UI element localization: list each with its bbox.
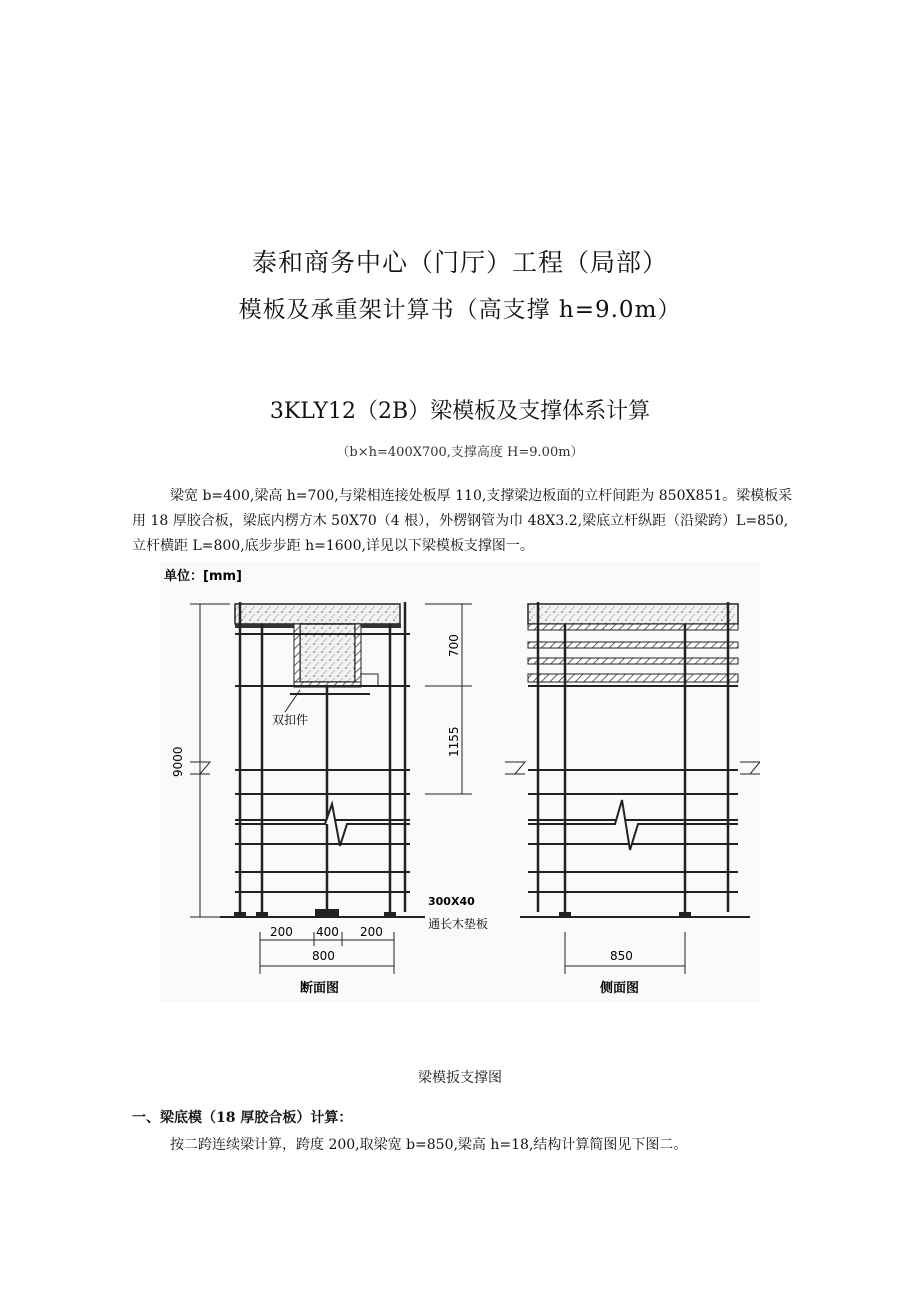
section-view-label: 断面图: [300, 981, 340, 996]
beam-pad: [315, 909, 339, 917]
dim-200-left: 200: [270, 925, 293, 939]
dim-1155: 1155: [447, 726, 461, 757]
dim-9000: 9000: [171, 746, 185, 777]
slab-left: [235, 604, 400, 624]
document-title-line2: 模板及承重架计算书（高支撑 h=9.0m）: [238, 297, 682, 323]
pad-size: 300X40: [428, 895, 475, 908]
calc-text: 按二跨连续梁计算，跨度 200,取梁宽 b=850,梁高 h=18,结构计算简图见下图二。: [170, 1137, 688, 1153]
figure-caption: 梁模扳支撑图: [418, 1070, 502, 1086]
dim-400: 400: [316, 925, 339, 939]
dim-700: 700: [447, 634, 461, 657]
slab-soffit-left: [235, 624, 294, 628]
double-clamp-label: 双扣件: [272, 713, 309, 727]
dim-200-right: 200: [360, 925, 383, 939]
dim-850: 850: [610, 949, 633, 963]
slab-side: [528, 604, 738, 624]
slab-soffit-right: [361, 624, 401, 628]
beam-section: [300, 624, 355, 682]
unit-label: 单位：[mm]: [164, 569, 242, 584]
dim-800: 800: [312, 949, 335, 963]
section-subtitle: （b×h=400X700,支撑高度 H=9.00m）: [336, 445, 584, 460]
document-title-line1: 泰和商务中心（门厅）工程（局部）: [251, 248, 668, 277]
section-title: 3KLY12（2B）梁模板及支撑体系计算: [269, 399, 651, 424]
side-view-label: 侧面图: [600, 981, 640, 996]
formwork-support-drawing: [160, 562, 760, 1002]
calc-heading: 一、梁底模（18 厚胶合板）计算：: [132, 1110, 353, 1126]
pad-label: 通长木垫板: [428, 917, 489, 931]
formwork-support-figure: [160, 562, 760, 1006]
description-paragraph: 梁宽 b=400,梁高 h=700,与梁相连接处板厚 110,支撑梁边板面的立杆间距为 850X851。梁模板采用 18 厚胶合板，梁底内楞方木 50X70（4 根），外楞钢管为巾 48X3.2,梁底立杆纵距（沿梁跨）L=850,立杆横距 L=800,底步步距 h=1600,详见以下梁模板支撑图一。: [132, 488, 793, 554]
